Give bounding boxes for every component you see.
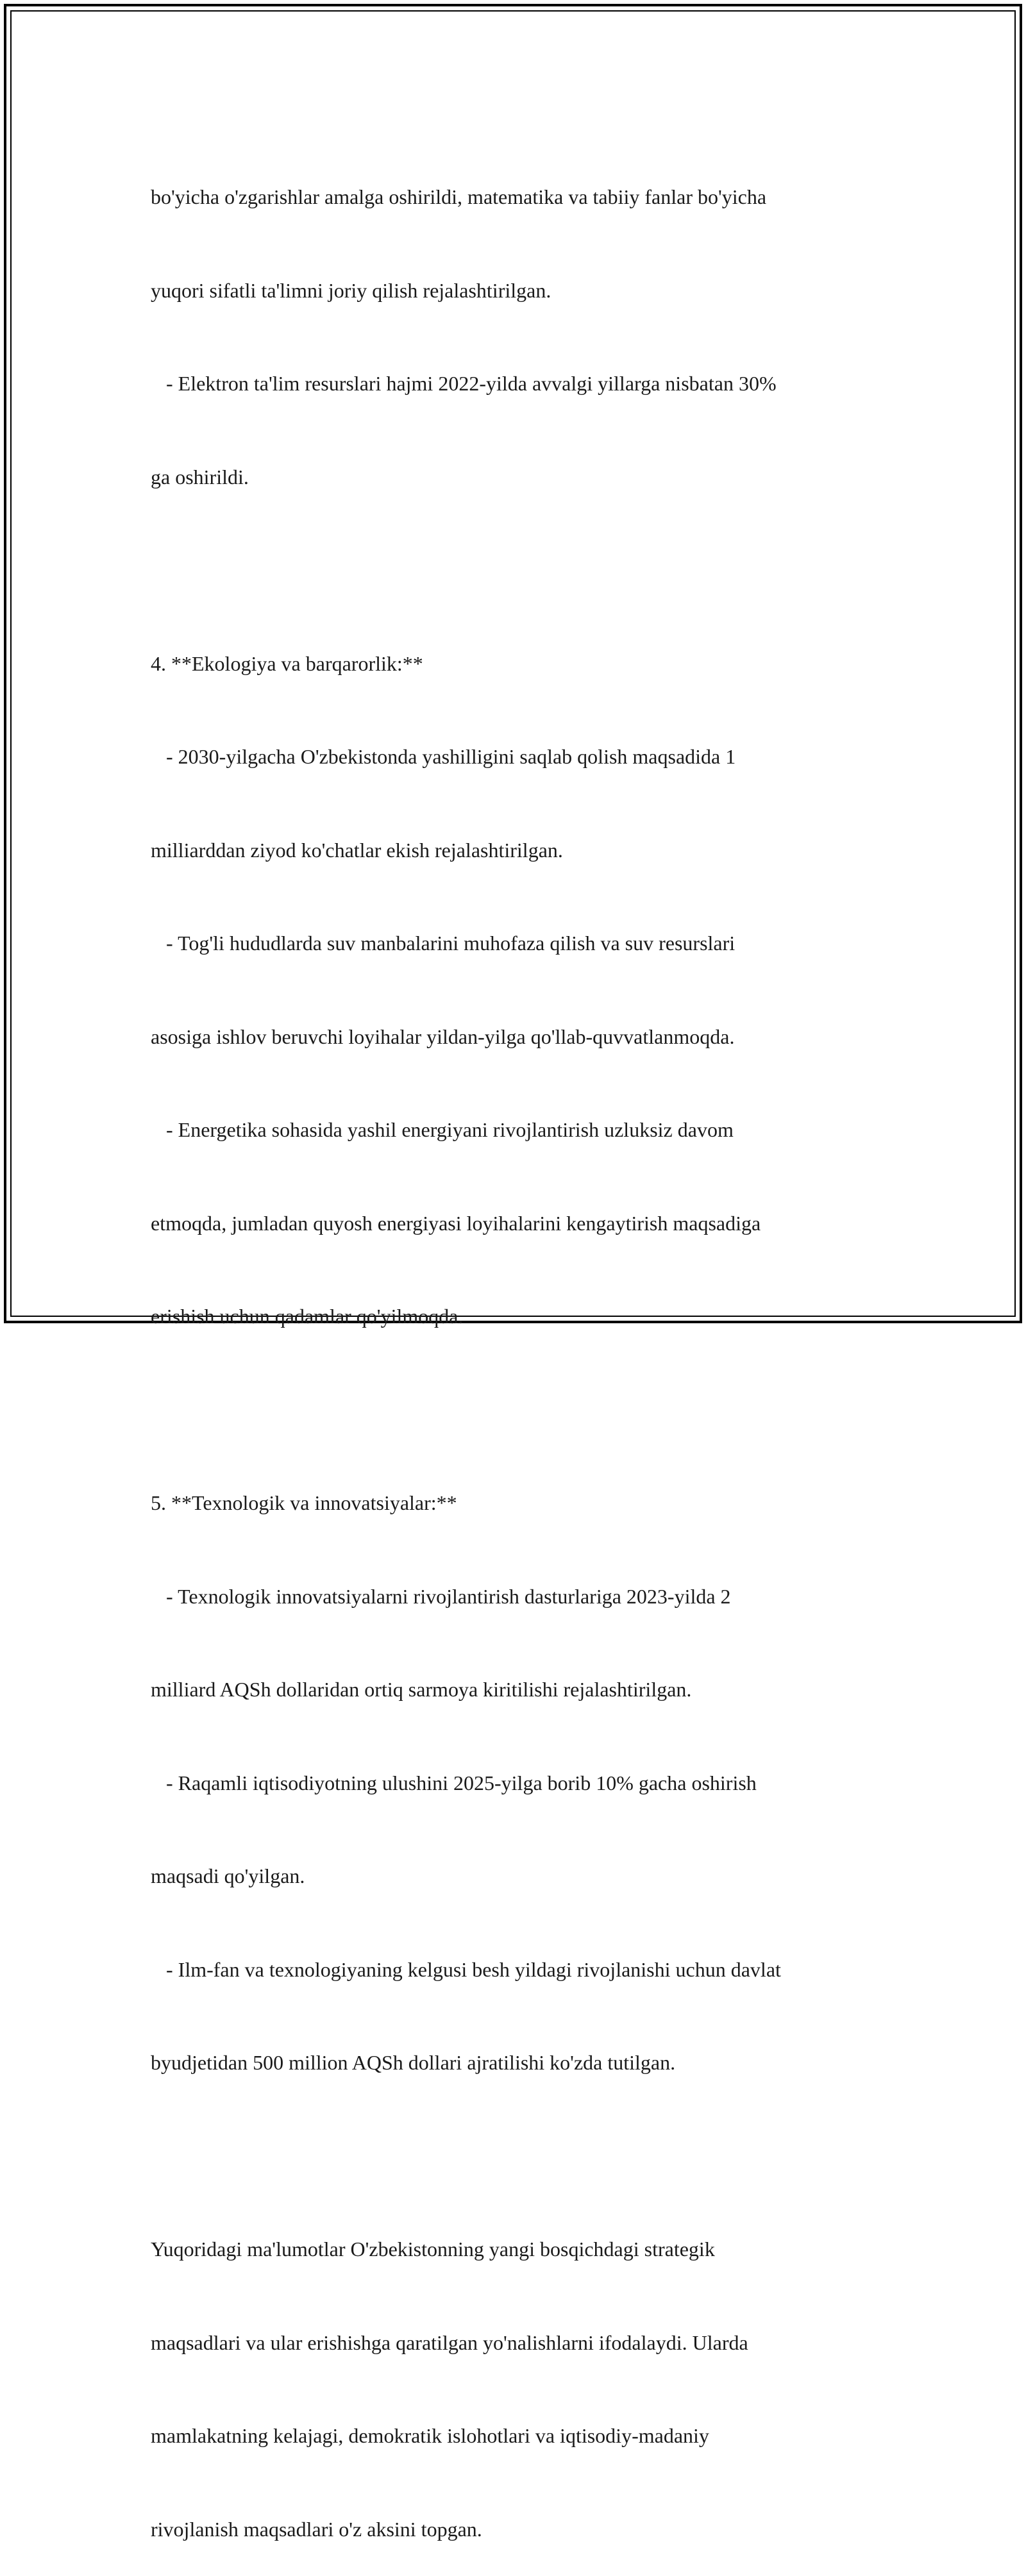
text-line: yuqori sifatli ta'limni joriy qilish rejalashtirilgan. xyxy=(151,278,551,302)
text-line: - Elektron ta'lim resurslari hajmi 2022-yilda avvalgi yillarga nisbatan 30% xyxy=(151,372,777,395)
text-line: byudjetidan 500 million AQSh dollari ajratilishi ko'zda tutilgan. xyxy=(151,2051,676,2074)
text-line: erishish uchun qadamlar qo'yilmoqda. xyxy=(151,1305,464,1328)
text-line: milliard AQSh dollaridan ortiq sarmoya kiritilishi rejalashtirilgan. xyxy=(151,1678,692,1701)
text-line: maqsadi qo'yilgan. xyxy=(151,1864,305,1887)
text-line: milliarddan ziyod ko'chatlar ekish rejalashtirilgan. xyxy=(151,838,563,862)
text-line: mamlakatning kelajagi, demokratik islohotlari va iqtisodiy-madaniy xyxy=(151,2424,709,2447)
text-line: etmoqda, jumladan quyosh energiyasi loyihalarini kengaytirish maqsadiga xyxy=(151,1211,761,1235)
text-line: Yuqoridagi ma'lumotlar O'zbekistonning yangi bosqichdagi strategik xyxy=(151,2237,715,2261)
text-line: - Tog'li hududlarda suv manbalarini muhofaza qilish va suv resurslari xyxy=(151,932,736,955)
text-line: asosiga ishlov beruvchi loyihalar yildan-yilga qo'llab-quvvatlanmoqda. xyxy=(151,1025,735,1048)
blank-line xyxy=(151,555,895,586)
text-line: - Raqamli iqtisodiyotning ulushini 2025-yilga borib 10% gacha oshirish xyxy=(151,1771,757,1794)
text-line: ga oshirildi. xyxy=(151,465,249,489)
text-line: - Texnologik innovatsiyalarni rivojlantirish dasturlariga 2023-yilda 2 xyxy=(151,1584,731,1608)
text-line: maqsadlari va ular erishishga qaratilgan yo'nalishlarni ifodalaydi. Ularda xyxy=(151,2330,748,2354)
document-body xyxy=(151,119,895,2576)
section-heading: 4. **Ekologiya va barqarorlik:** xyxy=(151,651,423,675)
blank-line xyxy=(151,2141,895,2172)
text-line: - Energetika sohasida yashil energiyani rivojlantirish uzluksiz davom xyxy=(151,1118,734,1141)
section-heading: 5. **Texnologik va innovatsiyalar:** xyxy=(151,1491,457,1514)
text-line: - Ilm-fan va texnologiyaning kelgusi besh yildagi rivojlanishi uchun davlat xyxy=(151,1957,781,1981)
text-line: - 2030-yilgacha O'zbekistonda yashilligini saqlab qolish maqsadida 1 xyxy=(151,745,736,768)
blank-line xyxy=(151,1394,895,1426)
text-line: rivojlanish maqsadlari o'z aksini topgan. xyxy=(151,2517,482,2541)
text-line: bo'yicha o'zgarishlar amalga oshirildi, matematika va tabiiy fanlar bo'yicha xyxy=(151,185,767,208)
